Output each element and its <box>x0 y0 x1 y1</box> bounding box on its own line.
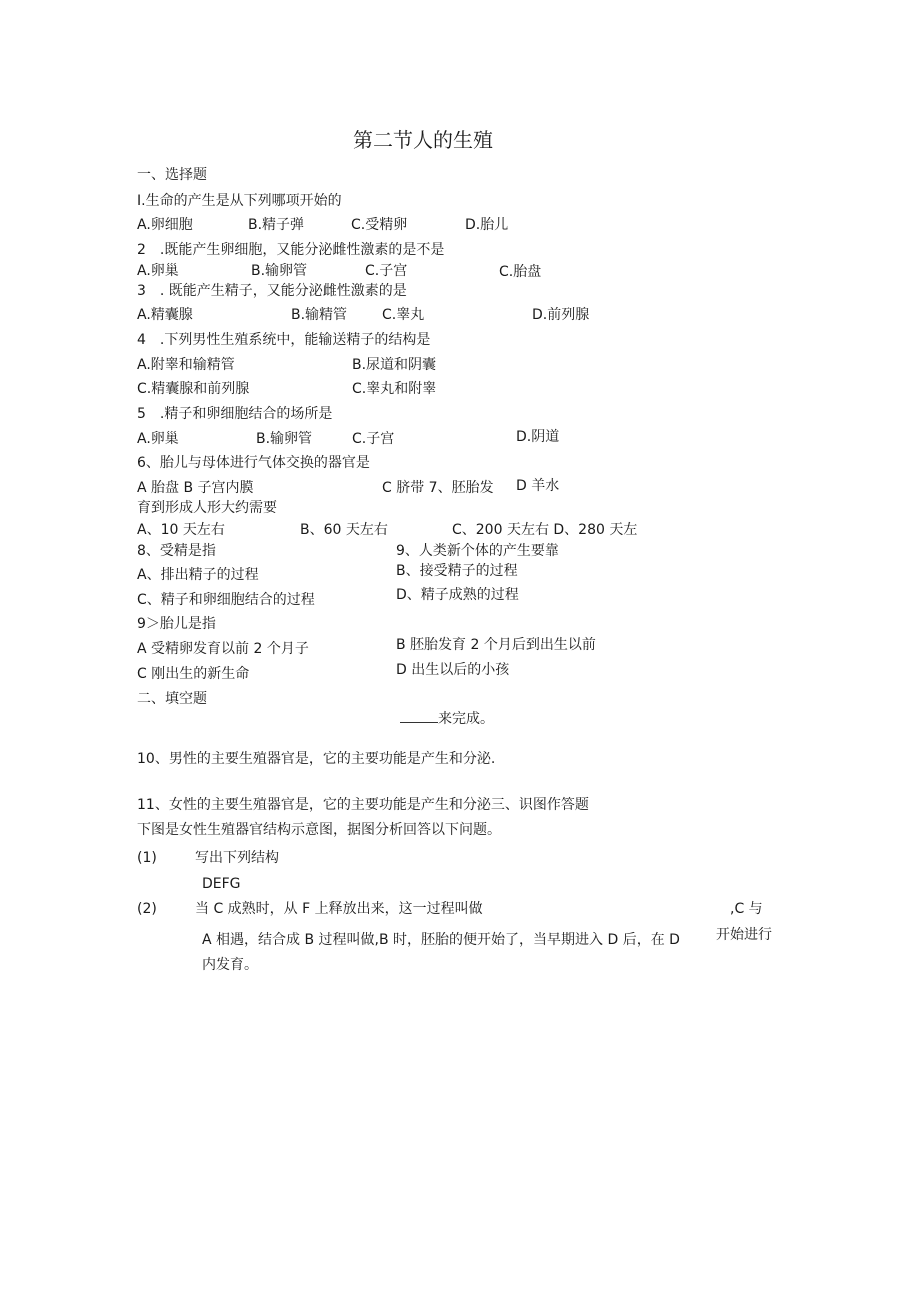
q9b-option-d: D 出生以后的小孩 <box>396 662 510 678</box>
answer-blank[interactable] <box>400 710 438 723</box>
q8-option-d: D、精子成熟的过程 <box>396 587 519 603</box>
q2-option-a: A.卵巢 <box>137 263 179 279</box>
q7-stem: 育到形成人形大约需要 <box>137 500 277 516</box>
q2-option-c: C.子宫 <box>365 263 408 279</box>
part1-number: (1) <box>137 850 157 866</box>
q5-stem: 5 .精子和卵细胞结合的场所是 <box>137 406 333 422</box>
q6-option-ab: A 胎盘 B 子宫内膜 <box>137 480 254 496</box>
q1-option-c: C.受精卵 <box>351 217 408 233</box>
q3-option-b: B.输精管 <box>291 307 348 323</box>
q8-option-a: A、排出精子的过程 <box>137 567 259 583</box>
q9b-stem: 9＞胎儿是指 <box>137 616 216 632</box>
q4-stem: 4 .下列男性生殖系统中，能输送精子的结构是 <box>137 332 431 348</box>
q3-option-a: A.精囊腺 <box>137 307 193 323</box>
fill-tail-text: 来完成。 <box>438 711 494 727</box>
q1-option-d: D.胎儿 <box>465 217 509 233</box>
q1-option-b: B.精子弹 <box>248 217 305 233</box>
q1-option-a: A.卵细胞 <box>137 217 193 233</box>
q8-stem: 8、受精是指 <box>137 543 216 559</box>
q2-option-d: C.胎盘 <box>499 264 542 280</box>
q3-option-c: C.睾丸 <box>382 307 425 323</box>
q11-text: 11、女性的主要生殖器官是，它的主要功能是产生和分泌三、识图作答题 <box>137 797 589 813</box>
q7-option-cd: C、200 天左右 D、280 天左 <box>452 522 638 538</box>
q4-option-d: C.睾丸和附睾 <box>352 381 437 397</box>
section-heading-choice: 一、选择题 <box>137 167 207 183</box>
q2-option-b: B.输卵管 <box>251 263 308 279</box>
fill-blank-tail <box>400 710 494 728</box>
q3-option-d: D.前列腺 <box>532 307 590 323</box>
section-heading-fill: 二、填空题 <box>137 691 207 707</box>
diagram-intro: 下图是女性生殖器官结构示意图，据图分析回答以下问题。 <box>137 822 501 838</box>
part2-text: 当 C 成熟时，从 F 上释放出来，这一过程叫做 <box>195 901 483 917</box>
q9b-option-b: B 胚胎发育 2 个月后到出生以前 <box>396 637 596 653</box>
q7-option-a: A、10 天左右 <box>137 522 225 538</box>
part2-line2: A 相遇，结合成 B 过程叫做,B 时，胚胎的便开始了，当早期进入 D 后，在 D <box>202 932 680 948</box>
q6-option-c: C 脐带 7、胚胎发 <box>382 480 494 496</box>
q10-text: 10、男性的主要生殖器官是，它的主要功能是产生和分泌. <box>137 751 496 767</box>
q6-stem: 6、胎儿与母体进行气体交换的器官是 <box>137 455 370 471</box>
q5-option-a: A.卵巢 <box>137 431 179 447</box>
q8-option-b: B、接受精子的过程 <box>396 563 518 579</box>
q1-stem: I.生命的产生是从下列哪项开始的 <box>137 193 342 209</box>
q4-option-b: B.尿道和阴囊 <box>352 357 437 373</box>
part2-right-1: ,C 与 <box>730 901 763 917</box>
q3-stem: 3 . 既能产生精子，又能分泌雌性激素的是 <box>137 283 407 299</box>
q4-option-c: C.精囊腺和前列腺 <box>137 381 250 397</box>
q5-option-b: B.输卵管 <box>256 431 313 447</box>
part2-number: (2) <box>137 901 157 917</box>
page-title: 第二节人的生殖 <box>353 128 493 152</box>
q5-option-c: C.子宫 <box>352 431 395 447</box>
q4-option-a: A.附睾和输精管 <box>137 357 235 373</box>
q8-option-c: C、精子和卵细胞结合的过程 <box>137 592 315 608</box>
q2-stem: 2 .既能产生卵细胞，又能分泌雌性激素的是不是 <box>137 242 445 258</box>
q7-option-b: B、60 天左右 <box>300 522 388 538</box>
part2-line3: 内发育。 <box>202 957 258 973</box>
q6-option-d: D 羊水 <box>516 478 560 494</box>
part1-letters: DEFG <box>202 876 241 892</box>
q9a-stem: 9、人类新个体的产生要靠 <box>396 543 559 559</box>
q9b-option-a: A 受精卵发育以前 2 个月子 <box>137 641 309 657</box>
q5-option-d: D.阴道 <box>516 429 560 445</box>
part1-text: 写出下列结构 <box>195 850 279 866</box>
q9b-option-c: C 刚出生的新生命 <box>137 666 250 682</box>
part2-right-2: 开始进行 <box>716 927 772 943</box>
